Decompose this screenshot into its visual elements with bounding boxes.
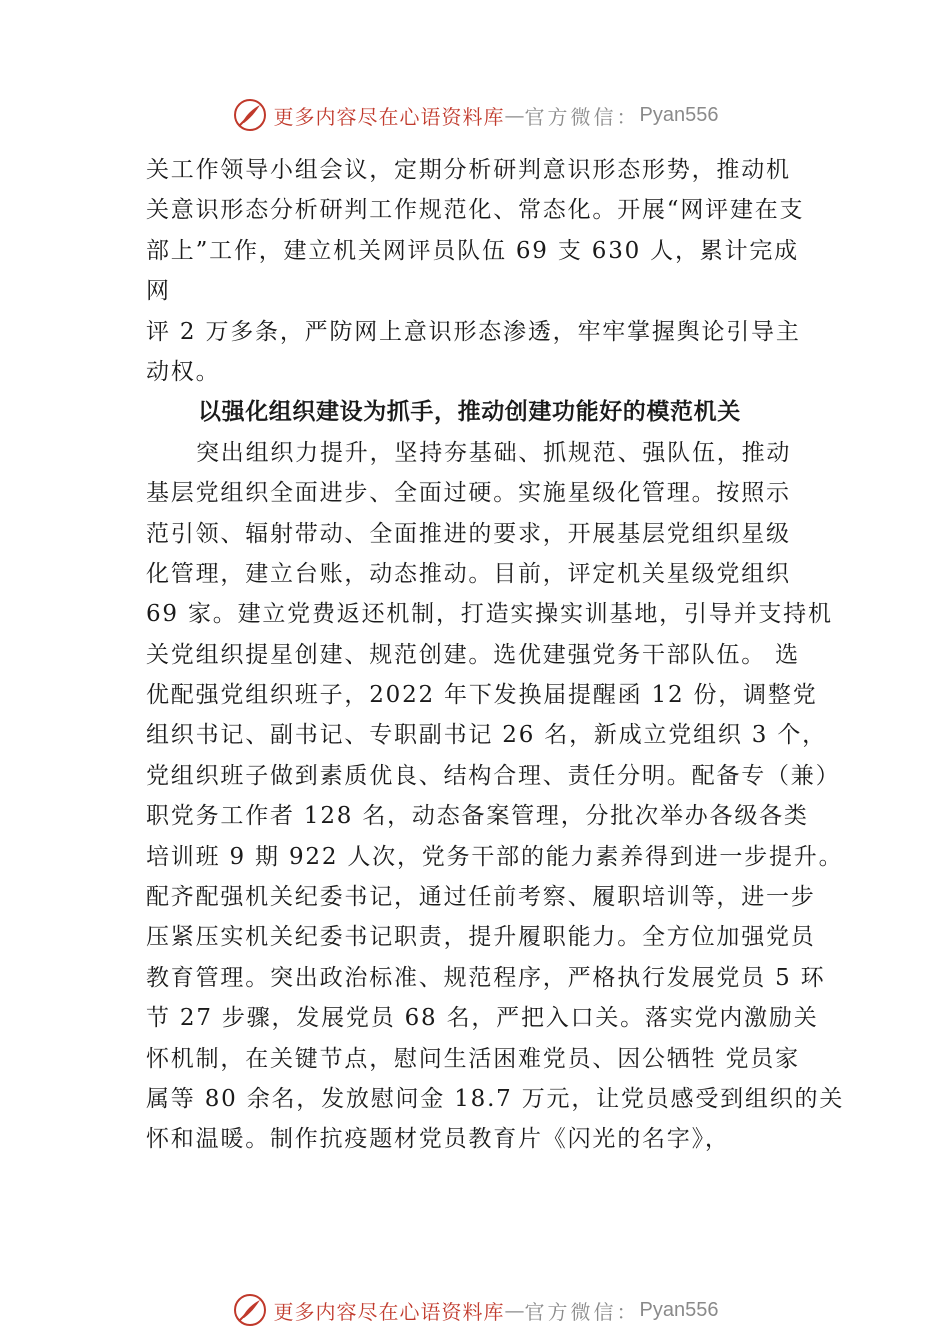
- body-line: 教育管理。突出政治标准、规范程序，严格执行发展党员 5 环: [146, 964, 826, 991]
- body-line: 关工作领导小组会议，定期分析研判意识形态形势，推动机: [146, 157, 791, 183]
- body-line: 突出组织力提升，坚持夯基础、抓规范、强队伍，推动: [196, 439, 792, 466]
- document-body: [146, 150, 846, 1160]
- footer-watermark: [0, 1290, 950, 1330]
- body-line: 怀和温暖。制作抗疫题材党员教育片《闪光的名字》，: [146, 1126, 730, 1153]
- body-line: 党组织班子做到素质优良、结构合理、责任分明。配备专（兼）: [146, 762, 841, 789]
- body-line: 范引领、辐射带动、全面推进的要求，开展基层党组织星级: [146, 520, 791, 547]
- watermark-wechat-id: Pyan556: [639, 103, 719, 126]
- body-line: 关党组织提星创建、规范创建。选优建强党务干部队伍。 选: [146, 641, 800, 668]
- body-line: 组织书记、副书记、专职副书记 26 名，新成立党组织 3 个，: [146, 722, 827, 749]
- body-line: 职党务工作者 128 名，动态备案管理，分批次举办各级各类: [146, 803, 809, 830]
- body-line: 评 2 万多条，严防网上意识形态渗透，牢牢掌握舆论引导主: [146, 318, 801, 345]
- watermark-brand: 更多内容尽在心语资料库: [273, 104, 505, 129]
- watermark-separator: —: [504, 1298, 525, 1322]
- body-line: 怀机制，在关键节点，慰问生活困难党员、因公牺牲 党员家: [146, 1045, 800, 1072]
- watermark-separator: —: [504, 103, 525, 127]
- body-line: 优配强党组织班子，2022 年下发换届提醒函 12 份，调整党: [146, 682, 818, 709]
- body-line: 压紧压实机关纪委书记职责，提升履职能力。全方位加强党员: [146, 924, 816, 951]
- body-line: 动权。: [146, 358, 221, 385]
- watermark-brand: 更多内容尽在心语资料库: [273, 1299, 505, 1324]
- quill-logo-icon: [232, 97, 268, 133]
- body-line: 属等 80 余名，发放慰问金 18.7 万元，让党员感受到组织的关: [146, 1085, 845, 1112]
- body-line: 部上”工作，建立机关网评员队伍 69 支 630 人，累计完成: [146, 237, 799, 264]
- body-line: 节 27 步骤，发展党员 68 名，严把入口关。落实党内激励关: [146, 1005, 819, 1032]
- watermark-label: 官方微信：: [524, 104, 640, 129]
- body-line: 关意识形态分析研判工作规范化、常态化。开展“网评建在支: [146, 197, 805, 224]
- watermark-label: 官方微信：: [524, 1299, 640, 1324]
- body-line: 培训班 9 期 922 人次，党务干部的能力素养得到进一步提升。: [146, 843, 844, 870]
- watermark-wechat-id: Pyan556: [639, 1298, 719, 1321]
- header-watermark: [0, 95, 950, 135]
- body-line: 网: [146, 278, 171, 305]
- body-line: 化管理，建立台账，动态推动。目前，评定机关星级党组织: [146, 560, 791, 587]
- body-line: 配齐配强机关纪委书记，通过任前考察、履职培训等，进一步: [146, 884, 816, 911]
- quill-logo-icon: [232, 1292, 268, 1328]
- section-heading: 以强化组织建设为抓手，推动创建功能好的模范机关: [198, 399, 741, 426]
- body-line: 69 家。建立党费返还机制，打造实操实训基地，引导并支持机: [146, 601, 833, 628]
- body-line: 基层党组织全面进步、全面过硬。实施星级化管理。按照示: [146, 480, 791, 507]
